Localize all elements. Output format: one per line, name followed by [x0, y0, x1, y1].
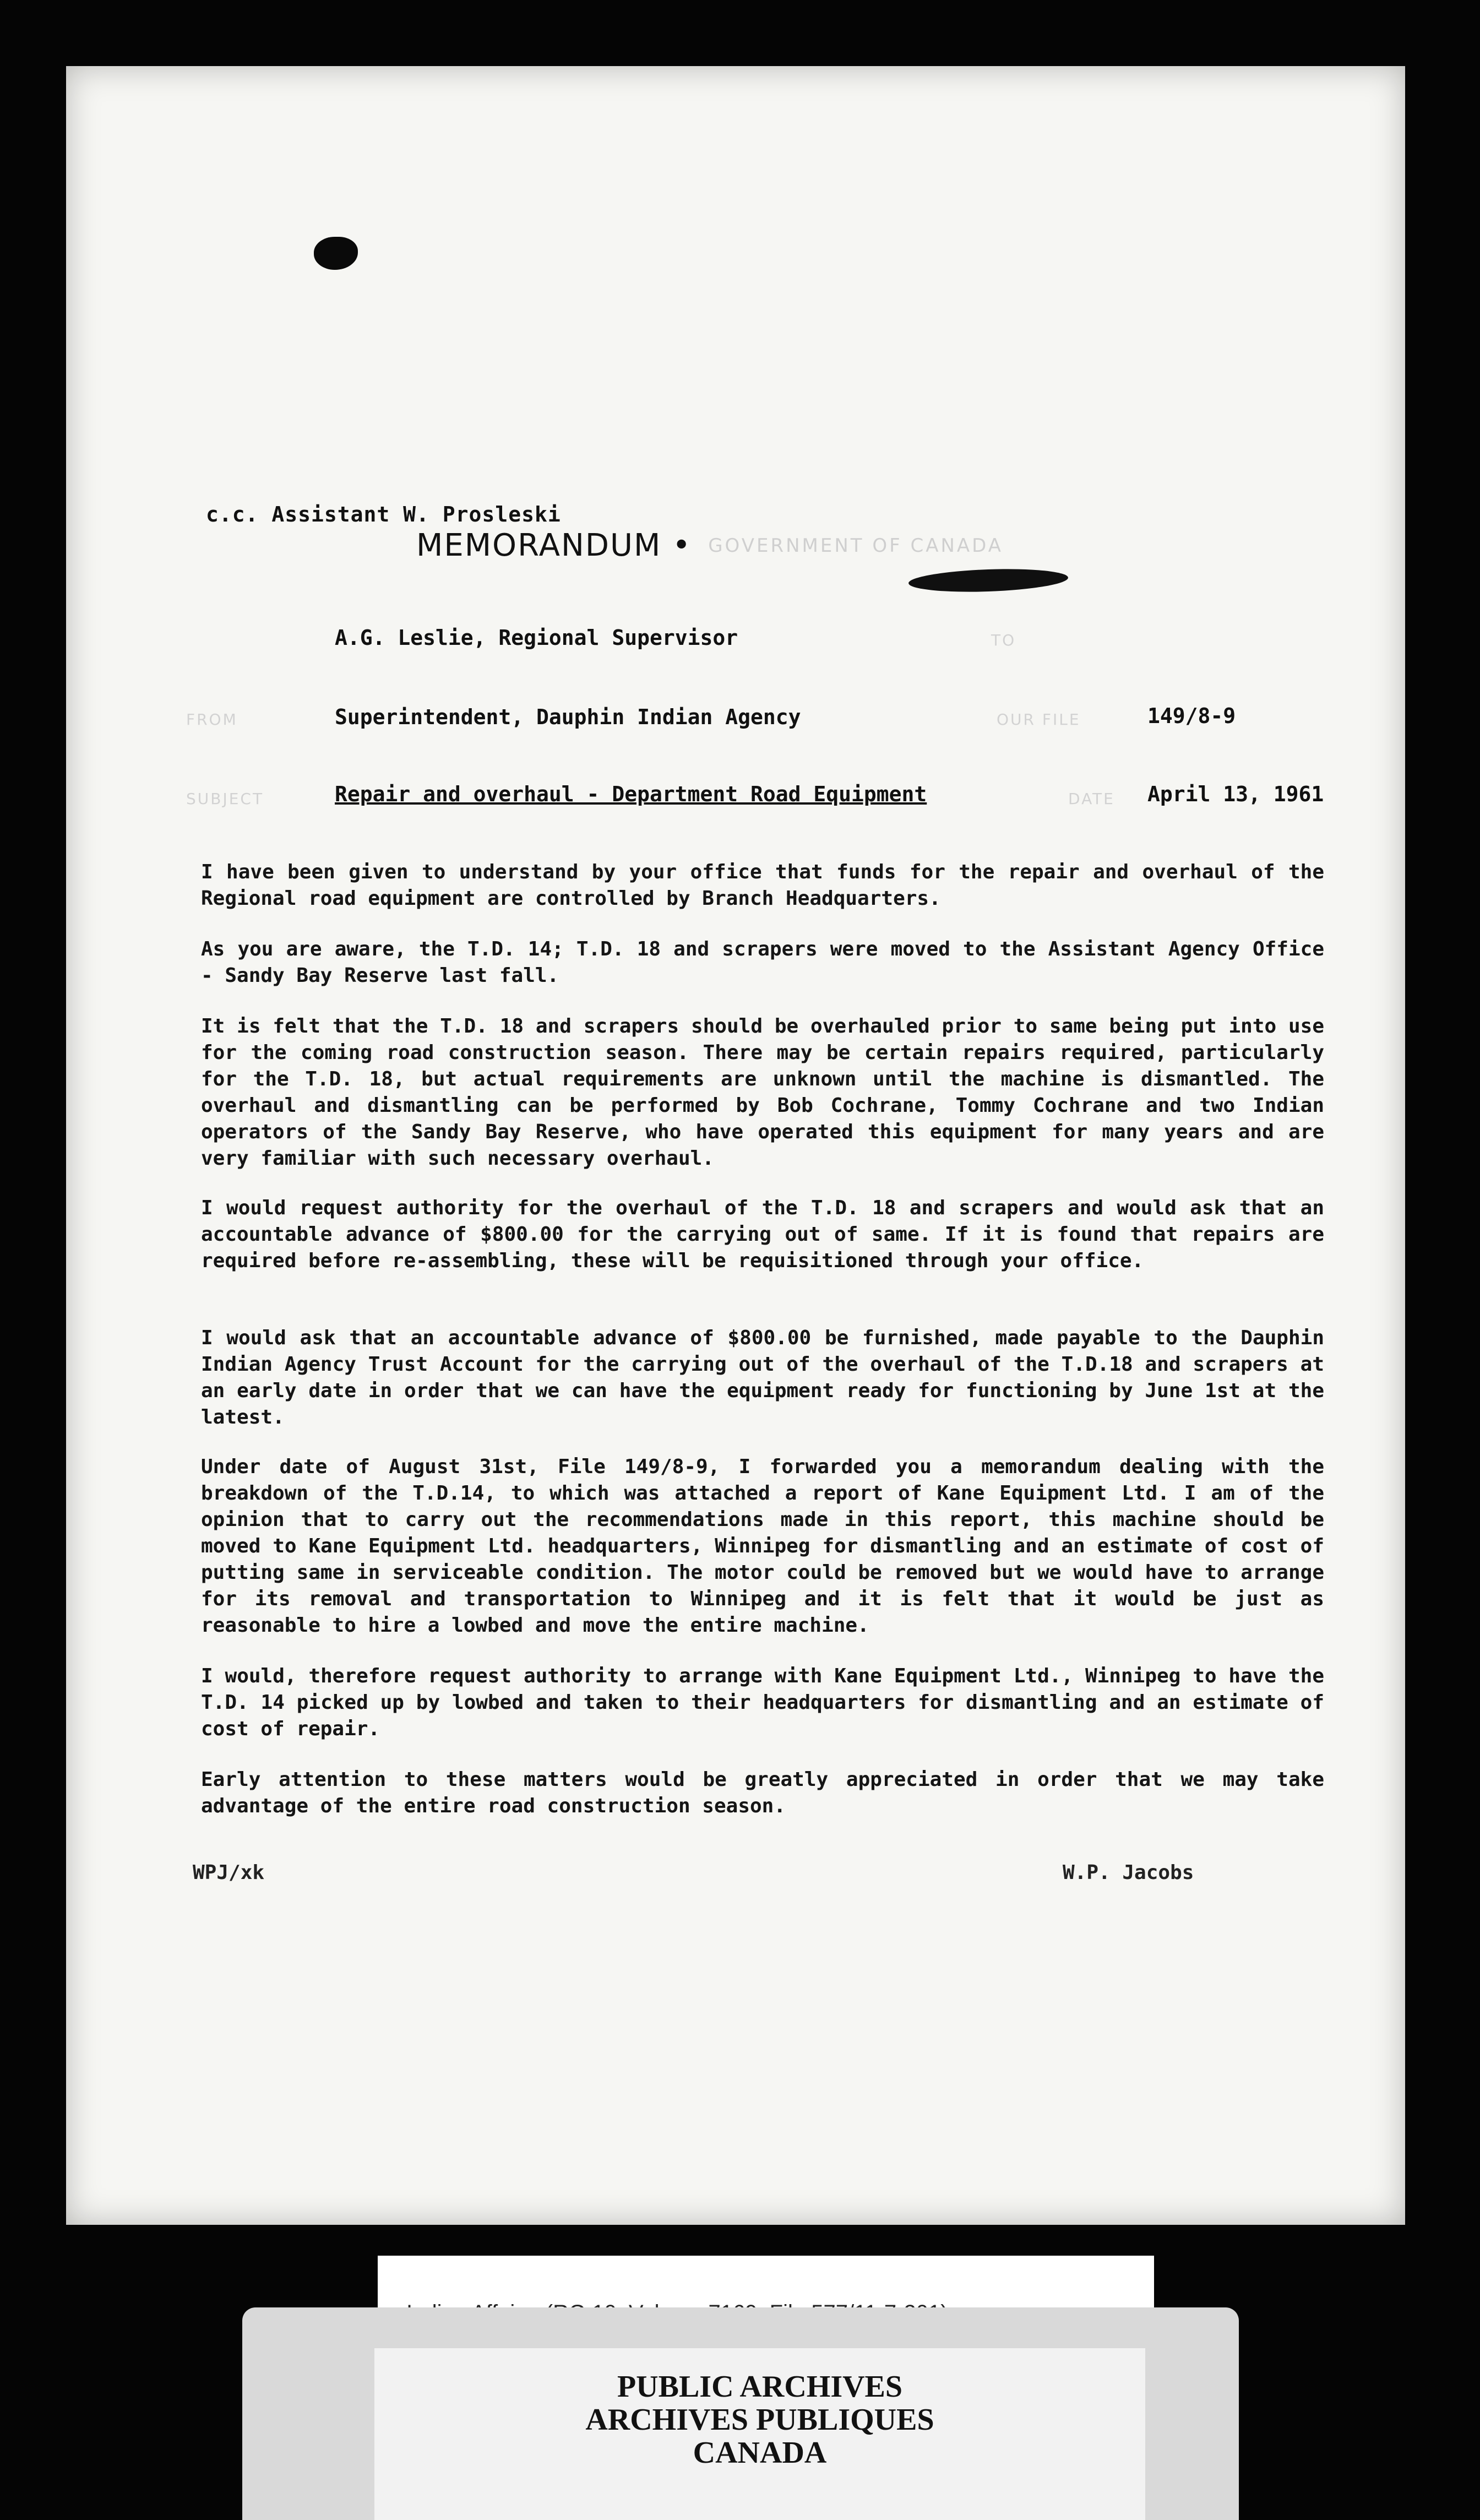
cc-line: c.c. Assistant W. Prosleski [206, 502, 561, 526]
body-paragraph-1: I have been given to understand by your office that funds for the repair and overhaul of the Regional road equipment are controlled by Branch Headquarters. [201, 861, 1324, 910]
ink-blot [314, 237, 358, 270]
public-archives-stamp [242, 2307, 1239, 2520]
body-paragraph-2: As you are aware, the T.D. 14; T.D. 18 and scrapers were moved to the Assistant Agency Office - Sandy Bay Reserve last fall. [201, 938, 1324, 987]
body-paragraph-3: It is felt that the T.D. 18 and scrapers should be overhauled prior to same being put into use for the coming road construction season. There may be certain repairs required, particularly for the T.D. 18, but actual requirements are unknown until the machine is dismantled. The overhaul and dismantling can be performed by Bob Cochrane, Tommy Cochrane and two Indian operators of the Sandy Bay Reserve, who have operated this equipment for many years and are very familiar with such necessary overhaul. [201, 1015, 1324, 1170]
to-label: TO [991, 631, 1016, 649]
body-paragraph-7: I would, therefore request authority to arrange with Kane Equipment Ltd., Winnipeg to have the T.D. 14 picked up by lowbed and taken to their headquarters for dismantling and an estimate of cost of repair. [201, 1665, 1324, 1740]
body-paragraph-4: I would request authority for the overhaul of the T.D. 18 and scrapers and would ask that an accountable advance of $800.00 for the carrying out of same. If it is found that repairs are required before re-assembling, these will be requisitioned through your office. [201, 1197, 1324, 1272]
our-file-label: OUR FILE [997, 710, 1081, 729]
memo-date: April 13, 1961 [1147, 782, 1324, 806]
memo-heading: MEMORANDUM • [416, 528, 692, 563]
memo-from: Superintendent, Dauphin Indian Agency [335, 705, 801, 729]
body-paragraph-5: I would ask that an accountable advance of $800.00 be furnished, made payable to the Dauphin Indian Agency Trust Account for the carrying out of the overhaul of the T.D.18 and scrapers at an early date in order that we can have the equipment ready for functioning by June 1st at the latest. [201, 1327, 1324, 1429]
subject-label: SUBJECT [186, 790, 264, 808]
stamp-plate [374, 2348, 1145, 2520]
signature: W.P. Jacobs [1063, 1861, 1194, 1884]
memo-subject: Repair and overhaul - Department Road Equipment [335, 782, 927, 806]
memo-file-ref: 149/8-9 [1147, 704, 1236, 728]
memo-heading-row [416, 528, 1003, 563]
stamp-line-3: CANADA [693, 2436, 827, 2470]
from-label: FROM [186, 710, 238, 729]
body-paragraph-8: Early attention to these matters would be greatly appreciated in order that we may take advantage of the entire road construction season. [201, 1768, 1324, 1817]
memo-to: A.G. Leslie, Regional Supervisor [335, 626, 738, 650]
memo-heading-faint: GOVERNMENT OF CANADA [708, 534, 1003, 557]
body-paragraph-6: Under date of August 31st, File 149/8-9, I forwarded you a memorandum dealing with the breakdown of the T.D.14, to which was attached a report of Kane Equipment Ltd. I am of the opinion that to carry out the recommendations made in this report, this machine should be moved to Kane Equipment Ltd. headquarters, Winnipeg for dismantling and an estimate of cost of putting same in serviceable condition. The motor could be removed but we would have to arrange for its removal and transportation to Winnipeg and it is felt that it would be just as reasonable to hire a lowbed and move the entire machine. [201, 1455, 1324, 1637]
typist-initials: WPJ/xk [193, 1861, 265, 1884]
stamp-line-2: ARCHIVES PUBLIQUES [585, 2403, 934, 2437]
stamp-line-1: PUBLIC ARCHIVES [617, 2370, 903, 2404]
date-label: DATE [1068, 790, 1115, 808]
